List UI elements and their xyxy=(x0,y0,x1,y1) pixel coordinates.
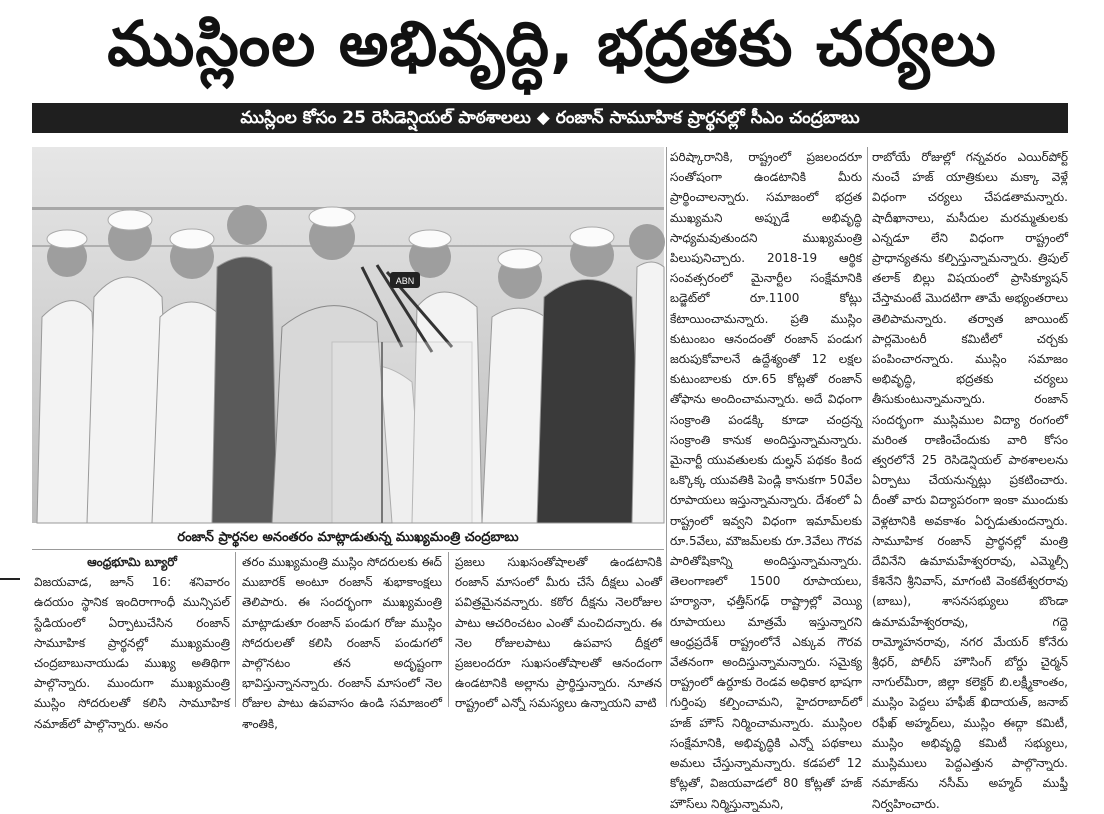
subheadline-bar: ముస్లింల కోసం 25 రెసిడెన్షియల్ పాఠశాలలు ◆ రంజాన్ సామూహిక ప్రార్థనల్లో సీఎం చంద్రబాబు xyxy=(32,103,1068,133)
article-column-3 xyxy=(455,552,662,712)
margin-mark xyxy=(0,578,20,580)
photo-illustration xyxy=(32,147,664,523)
column-5-text: రాబోయే రోజుల్లో గన్నవరం ఎయిర్‌పోర్ట్ నుంచే హజ్ యాత్రికులు మక్కా వెళ్లే విధంగా చర్యలు చేపడతామన్నారు. షాదీఖానాలు, మసీదుల మరమ్మతులకు ఎన్నడూ లేని విధంగా రాష్ట్రంలో ప్రాధాన్యతను కల్పిస్తున్నామన్నారు. త్రిపుల్ తలాక్ బిల్లు విషయంలో ప్రాసిక్యూషన్ చేస్తామంటే మొదటిగా తామే అభ్యంతరాలు తెలిపామన్నారు. తర్వాత జాయింట్ పార్లమెంటరీ కమిటీలో చర్చకు పంపించారన్నారు. ముస్లిం సమాజం అభివృద్ధి, భద్రతకు చర్యలు తీసుకుంటున్నామన్నారు. రంజాన్ సందర్భంగా ముస్లిముల విద్యా రంగంలో మరింత రాణించేందుకు వారి కోసం త్వరలోనే 25 రెసిడెన్షియల్ పాఠశాలలను ఏర్పాటు చేయనున్నట్లు ప్రకటించారు. దీంతో వారు విద్యాపరంగా ఇంకా ముందుకు వెళ్లటానికి అవకాశం ఏర్పడుతుందన్నారు. సామూహిక రంజాన్ ప్రార్థనల్లో మంత్రి దేవినేని ఉమామహేశ్వరరావు, ఎమ్మెల్సీ కేశినేని శ్రీనివాస్, మాగంటి వెంకటేశ్వరరావు (బాబు), శాసనసభ్యులు బొండా ఉమామహేశ్వరరావు, గద్దె రామ్మోహనరావు, నగర మేయర్ కోనేరు శ్రీధర్, పోలీస్ హౌసింగ్ బోర్డు చైర్మన్ నాగుల్‌మీరా, జిల్లా కలెక్టర్ బి.లక్ష్మీకాంతం, ముస్లిం పెద్దలు హఫీజ్ ఖిదాయత్, జనాబ్ రఫీఖ్ అహ్మద్‌లు, ముస్లిం ఈద్గా కమిటీ, ముస్లిం అభివృద్ధి కమిటీ సభ్యులు, ముస్లిములు పెద్దఎత్తున పాల్గొన్నారు. నమాజ్‌ను నసీమ్ అహ్మద్ ముఫ్తీ నిర్వహించారు. xyxy=(872,150,1068,811)
byline: ఆంధ్రభూమి బ్యూరో xyxy=(87,555,177,569)
article-column-2 xyxy=(242,552,442,731)
photo-caption: రంజాన్ ప్రార్థనల అనంతరం మాట్లాడుతున్న ముఖ్యమంత్రి చంద్రబాబు xyxy=(177,530,519,545)
column-2-text: తరం ముఖ్యమంత్రి ముస్లిం సోదరులకు ఈద్ ముబారక్ అంటూ రంజాన్ శుభాకాంక్షలు తెలిపారు. ఈ సందర్భంగా ముఖ్యమంత్రి మాట్లాడుతూ రంజాన్ పండుగ రోజు ముస్లిం సోదరులతో కలిసి రంజాన్ పండుగలో పాల్గొనటం తన అదృష్టంగా భావిస్తున్నానన్నారు. రంజాన్ మాసంలో నెల రోజుల పాటు ఉపవాసం ఉండి సమాజంలో శాంతికి, xyxy=(242,555,442,731)
caption-rule xyxy=(32,549,664,550)
article-column-5 xyxy=(872,147,1068,811)
column-rule xyxy=(235,552,236,707)
article-column-1 xyxy=(34,552,230,731)
news-photo xyxy=(32,147,664,523)
column-3-text: ప్రజలు సుఖసంతోషాలతో ఉండటానికి రంజాన్ మాసంలో మీరు చేసే దీక్షలు ఎంతో పవిత్రమైనవన్నారు. కఠోర దీక్షను నెలరోజుల పాటు ఆచరించటం ఎంతో మంచిదన్నారు. ఈ నెల రోజులపాటు ఉపవాస దీక్షలో ప్రజలందరూ సుఖసంతోషాలతో ఆనందంగా ఉండటానికి అల్లాను ప్రార్థిస్తున్నారు. నూతన రాష్ట్రంలో ఎన్నో సమస్యలు ఉన్నాయని వాటి xyxy=(455,555,662,711)
mic-label: ABN xyxy=(395,276,415,286)
column-rule xyxy=(867,147,868,707)
column-1-text: విజయవాడ, జూన్ 16: శనివారం ఉదయం స్థానిక ఇందిరాగాంధీ మున్సిపల్ స్టేడియంలో ఏర్పాటుచేసిన రంజాన్ సామూహిక ప్రార్థనల్లో ముఖ్యమంత్రి చంద్రబాబునాయుడు ముఖ్య అతిథిగా పాల్గొన్నారు. ముందుగా ముఖ్యమంత్రి ముస్లిం సోదరులతో కలిసి సామూహిక నమాజ్‌లో పాల్గొన్నారు. అనం xyxy=(34,575,230,731)
column-4-text: పరిష్కారానికి, రాష్ట్రంలో ప్రజలందరూ సంతోషంగా ఉండటానికి మీరు ప్రార్థించాలన్నారు. సమాజంలో భద్రత ముఖ్యమని అప్పుడే అభివృద్ధి సాధ్యమవుతుందని ముఖ్యమంత్రి పిలుపునిచ్చారు. 2018-19 ఆర్థిక సంవత్సరంలో మైనార్టీల సంక్షేమానికి బడ్జెట్‌లో రూ.1100 కోట్లు కేటాయించామన్నారు. ప్రతి ముస్లిం కుటుంబం ఆనందంతో రంజాన్ పండుగ జరుపుకోవాలనే ఉద్దేశ్యంతో 12 లక్షల కుటుంబాలకు రూ.65 కోట్లతో రంజాన్ తోఫాను అందించామన్నారు. అదే విధంగా సంక్రాంతి పండక్కి కూడా చంద్రన్న సంక్రాంతి కానుక అందిస్తున్నామన్నారు. మైనార్టీ యువతులకు దుల్హన్ పథకం కింద ఒక్కొక్క యువతికి పెండ్లి కానుకగా 50వేల రూపాయలు ఇస్తున్నామన్నారు. దేశంలో ఏ రాష్ట్రంలో ఇవ్వని విధంగా ఇమామ్‌లకు రూ.5వేలు, మౌజమ్‌లకు రూ.3వేలు గౌరవ పారితోషికాన్ని అందిస్తున్నామన్నారు. తెలంగాణలో 1500 రూపాయలు, హర్యానా, ఛత్తీస్‌గఢ్ రాష్ట్రాల్లో వెయ్యి రూపాయలు మాత్రమే ఇస్తున్నారని ఆంధ్రప్రదేశ్ రాష్ట్రంలోనే ఎక్కువ గౌరవ వేతనంగా అందిస్తున్నామన్నారు. సమైక్య రాష్ట్రంలో ఉర్దూకు రెండవ అధికార భాషగా గుర్తింపు కల్పించామని, హైదరాబాద్‌లో హజ్ హౌస్ నిర్మించామన్నారు. ముస్లింల సంక్షేమానికి, అభివృద్ధికి ఎన్నో పథకాలు అమలు చేస్తున్నామన్నారు. కడపలో 12 కోట్లతో, విజయవాడలో 80 కోట్లతో హజ్ హౌస్‌లు నిర్మిస్తున్నామని, xyxy=(670,150,862,811)
headline: ముస్లింల అభివృద్ధి, భద్రతకు చర్యలు xyxy=(107,7,997,80)
column-rule xyxy=(448,552,449,707)
article-column-4 xyxy=(670,147,862,811)
column-rule xyxy=(666,147,667,707)
